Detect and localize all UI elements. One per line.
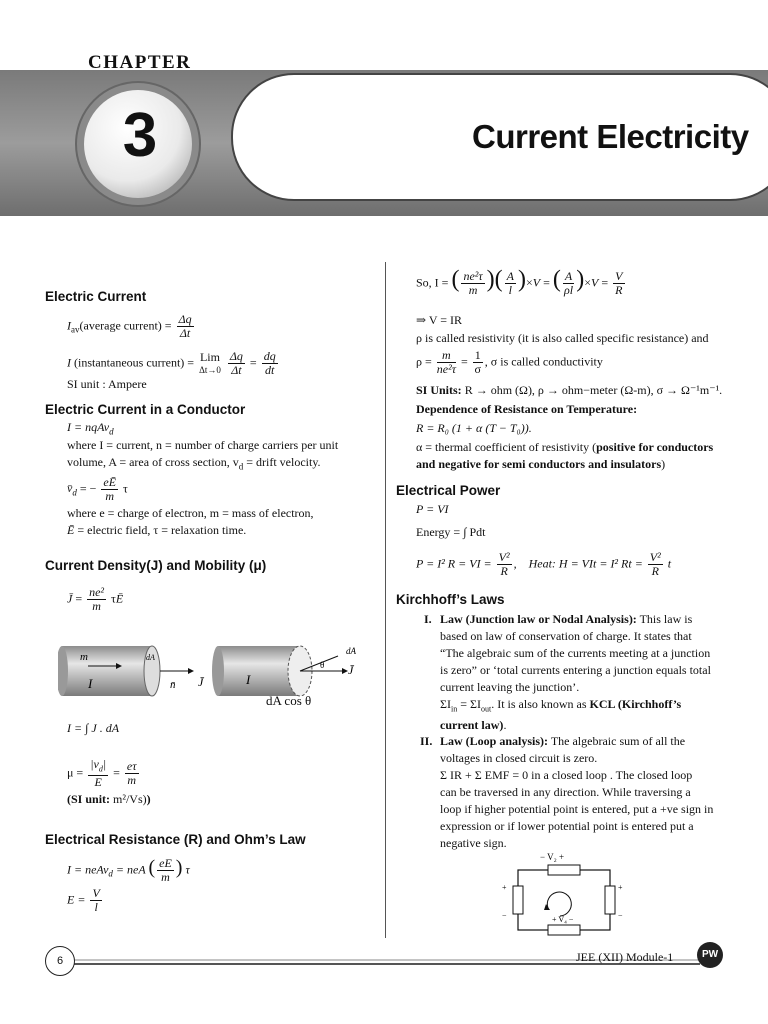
law2-number: II. [420, 734, 433, 748]
v-equals-ir: ⇒ V = IR [416, 313, 463, 327]
power-heat-formula: P = I² R = VI = $\frac{\text{V²}}{R}$ , Heat: H = VIt = I² Rt = $\frac{\text{V²}}{R}$ t [416, 550, 672, 578]
page-number: 6 [45, 946, 75, 976]
heading-electric-current: Electric Current [45, 289, 147, 304]
current-density-formula: J̄ = $\frac{\text{ne²}}{m}$ τĒ [67, 585, 124, 613]
conductivity-formula: ρ = $\frac{m}{\text{ne²τ}}$ = $\frac{1}{\sigma}$ , σ is called conductivity [416, 348, 603, 376]
svg-text:I: I [88, 676, 93, 691]
pw-logo: PW [697, 942, 723, 968]
avg-current-label: (average current) [79, 318, 162, 333]
electron-where-text: where e = charge of electron, m = mass of electron, Ē = electric field, τ = relaxation time. [67, 506, 314, 537]
svg-text:dA: dA [346, 646, 356, 656]
temperature-formula: R = R₀ (1 + α (T − T₀)). [416, 421, 532, 435]
svg-text:J̄: J̄ [348, 663, 354, 677]
kcl-line: $\Sigma I_{in} = \Sigma I_{out}$. It is also known as KCL (Kirchhoff’s current law). [440, 697, 682, 733]
svg-text:I: I [246, 672, 251, 687]
ohms-formula-2: E = $\frac{V}{l}$ [67, 886, 100, 914]
resistivity-line: ρ is called resistivity (it is also called specific resistance) and [416, 331, 709, 345]
mobility-si-unit: (SI unit: m²/Vs)) [67, 792, 151, 806]
svg-text:n̄: n̄ [170, 679, 176, 691]
power-vi: P = VI [416, 502, 449, 516]
inst-current-label: (instantaneous current) [74, 355, 185, 370]
law1-text: Law (Junction law or Nodal Analysis): This law is based on law of conservation of charge. It states that “The algebraic sum of the currents meeting at a junction is zero” or ‘total currents entering a junction equals total current leaving the junction’. [440, 612, 711, 694]
svg-text:dA: dA [146, 653, 155, 662]
drift-formula: I = nqAv$_d$ [67, 420, 114, 437]
loop-circuit-diagram [500, 848, 630, 940]
svg-text:m: m [80, 651, 88, 663]
dA-cos-caption: dA cos θ [266, 693, 312, 708]
ohm-derivation: So, I = ( $\frac{\text{ne²τ}}{m}$ )( $\frac{A}{l}$ )×V = ( $\frac{A}{\rho l}$ )×V = $\frac{V}{R}$ [416, 266, 623, 297]
alpha-line: α = thermal coefficient of resistivity (positive for conductors and negative for semi conductors and insulators) [416, 440, 714, 471]
law2-text: Law (Loop analysis): The algebraic sum of all the voltages in closed circuit is zero. Σ IR + Σ EMF = 0 in a closed loop . The closed loop can be traversed in any direction. While traversing a loop if higher potential point is entered, put a +ve sign in expression or if lower potential point is entered put a negative sign. [440, 734, 714, 850]
svg-text:− V₂ +: − V₂ + [540, 852, 565, 862]
ohms-formula-1: I = neAv$_d$ = neA ( $\frac{eE}{m}$ ) τ [67, 856, 190, 884]
lim-sub: Δt→0 [199, 364, 221, 375]
heading-electrical-power: Electrical Power [396, 483, 501, 498]
chapter-label: CHAPTER [88, 52, 192, 73]
heading-current-in-conductor: Electric Current in a Conductor [45, 402, 246, 417]
conductor-where-text: where I = current, n = number of charge carriers per unit volume, A = area of cross section, $v_d$ = drift velocity. [67, 438, 339, 472]
drift-velocity-formula: $v̄_d$ = − $\frac{eĒ}{m}$ τ [67, 475, 128, 503]
si-units-line: SI Units: R → ohm (Ω), ρ → ohm−meter (Ω-m), σ → Ω⁻¹m⁻¹. [416, 383, 723, 397]
si-unit-ampere: SI unit : Ampere [67, 377, 147, 391]
conductor-diagram [58, 640, 368, 720]
chapter-number: 3 [122, 101, 158, 170]
energy-formula: Energy = ∫ Pdt [416, 525, 486, 539]
footer-module-text: JEE (XII) Module-1 [576, 950, 674, 964]
svg-text:−: − [618, 911, 623, 920]
chapter-title: Current Electricity [472, 118, 749, 155]
column-divider [385, 262, 386, 938]
svg-text:+ V₄ −: + V₄ − [552, 915, 574, 924]
mobility-formula: μ = $\frac{|v_d|}{E}$ = $\frac{e\tau}{m}$ [67, 757, 137, 790]
svg-text:−: − [502, 911, 507, 920]
heading-current-density: Current Density(J) and Mobility (μ) [45, 558, 267, 573]
svg-text:+: + [618, 883, 623, 892]
svg-text:+: + [502, 883, 507, 892]
svg-text:J̄: J̄ [198, 675, 204, 689]
avg-current-formula: $I_{av}(average$ current) = $\frac{\Delta q}{\Delta t}$ [67, 312, 192, 340]
lim-label: Lim [199, 349, 220, 364]
heading-resistance-ohms-law: Electrical Resistance (R) and Ohm’s Law [45, 832, 306, 847]
heading-kirchhoff: Kirchhoff’s Laws [396, 592, 505, 607]
law1-number: I. [424, 612, 432, 626]
dependence-heading: Dependence of Resistance on Temperature: [416, 402, 638, 416]
svg-text:θ: θ [320, 660, 325, 670]
inst-current-formula: I (instantaneous current) = Lim Δt→0 $\frac{\Delta q}{\Delta t}$ = $\frac{dq}{dt}$ [67, 349, 276, 377]
current-integral-formula: I = ∫ J . dA [67, 721, 120, 735]
